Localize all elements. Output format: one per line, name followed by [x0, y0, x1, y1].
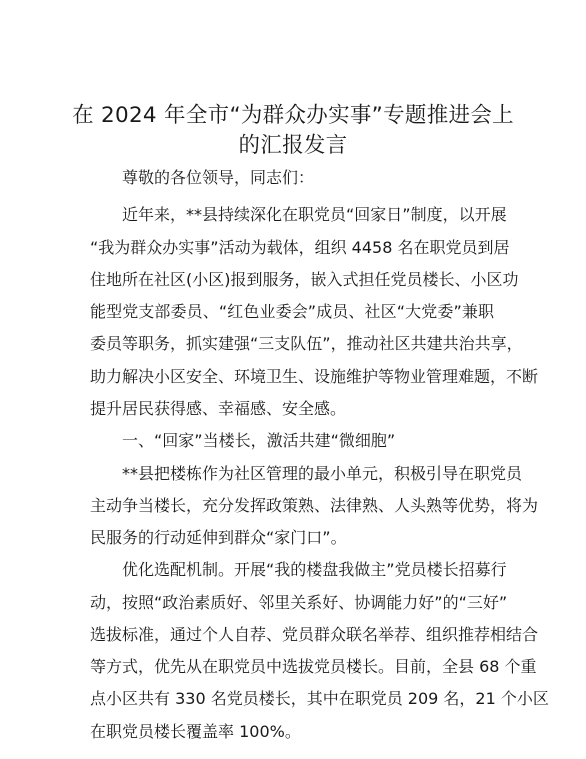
paragraph-4-line-3: 选拔标准，通过个人自荐、党员群众联名举荐、组织推荐相结合: [90, 625, 539, 644]
paragraph-3-line-3: 民服务的行动延伸到群众“家门口”。: [90, 528, 347, 547]
paragraph-1-line-2: “我为群众办实事”活动为载体，组织 4458 名在职党员到居: [90, 238, 510, 257]
paragraph-4-line-2: 动，按照“政治素质好、邻里关系好、协调能力好”的“三好”: [90, 593, 508, 612]
paragraph-4-line-6: 在职党员楼长覆盖率 100%。: [90, 722, 301, 741]
salutation: 尊敬的各位领导，同志们：: [122, 168, 315, 187]
paragraph-1-line-4: 能型党支部委员、“红色业委会”成员、社区“大党委”兼职: [90, 302, 494, 321]
document-title-line-2: 的汇报发言: [238, 133, 348, 158]
paragraph-4-line-4: 等方式，优先从在职党员中选拔党员楼长。目前，全县 68 个重: [90, 657, 537, 676]
document-title-line-1: 在 2024 年全市“为群众办实事”专题推进会上: [72, 103, 514, 128]
paragraph-4-line-5: 点小区共有 330 名党员楼长，其中在职党员 209 名，21 个小区: [90, 689, 549, 708]
paragraph-1-line-1: 近年来，**县持续深化在职党员“回家日”制度，以开展: [122, 205, 507, 224]
paragraph-4-line-1: 优化选配机制。开展“我的楼盘我做主”党员楼长招募行: [122, 560, 507, 579]
paragraph-3-line-2: 主动争当楼长，充分发挥政策熟、法律熟、人头熟等优势，将为: [90, 496, 539, 515]
paragraph-1-line-3: 住地所在社区(小区)报到服务，嵌入式担任党员楼长、小区功: [90, 270, 519, 289]
section-heading: 一、“回家”当楼长，激活共建“微细胞”: [122, 431, 396, 450]
paragraph-1-line-5: 委员等职务，抓实建强“三支队伍”，推动社区共建共治共享，: [90, 334, 523, 353]
paragraph-1-line-6: 助力解决小区安全、环境卫生、设施维护等物业管理难题，不断: [90, 367, 539, 386]
paragraph-3-line-1: **县把楼栋作为社区管理的最小单元，积极引导在职党员: [122, 464, 523, 483]
paragraph-1-line-7: 提升居民获得感、幸福感、安全感。: [90, 399, 347, 418]
